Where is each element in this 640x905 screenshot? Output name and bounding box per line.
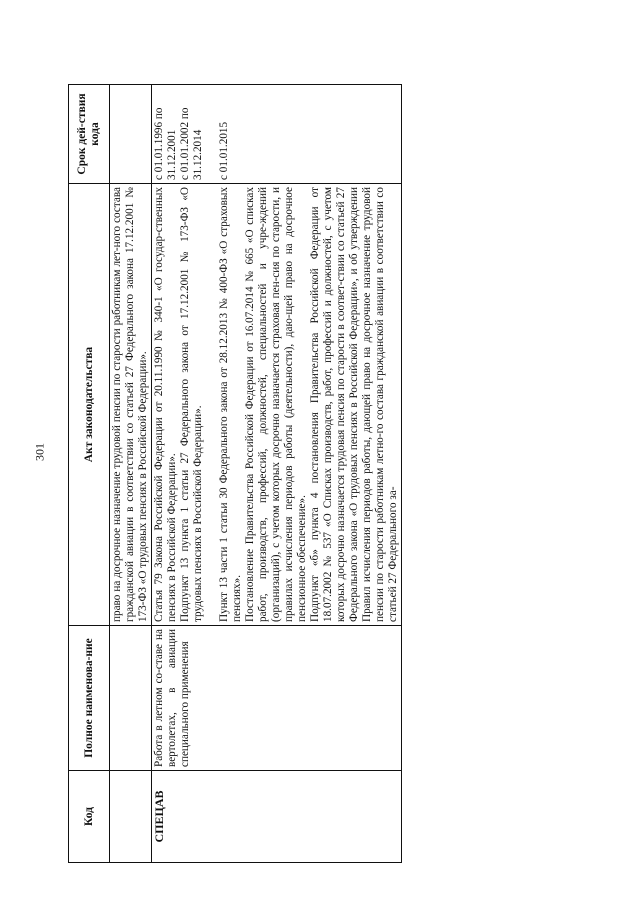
cell-empty (110, 85, 152, 184)
validity-entry: с 01.01.1996 по 31.12.2001 (153, 107, 178, 180)
page-number: 301 (32, 443, 47, 461)
rotated-page (68, 85, 601, 863)
header-full-name: Полное наименова-ние (69, 626, 110, 771)
cell-acts (152, 184, 402, 626)
header-act: Акт законодательства (69, 184, 110, 626)
act-paragraph: Постановление Правительства Российской Федерации от 16.07.2014 № 665 «О списках работ, производств, профессий, должностей, специальностей и учре-ждений (организаций), с учетом которых досрочно назначается страховая пен-сия по старости, и правилах исчисления периодов работы (деятельности), даю-щей право на досрочное пенсионное обеспечение». (244, 187, 308, 622)
act-gap (205, 187, 218, 622)
cell-code: СПЕЦАВ (152, 771, 402, 863)
act-paragraph: Пункт 13 части 1 статьи 30 Федерального закона от 28.12.2013 № 400-ФЗ «О страховых пенсиях». (218, 187, 243, 622)
cell-full-name: Работа в летном со-ставе на вертолетах, в авиации специального применения (152, 626, 402, 771)
cell-empty (110, 626, 152, 771)
header-row (69, 85, 110, 863)
validity-entry: с 01.01.2015 (218, 121, 230, 180)
cell-act: право на досрочное назначение трудовой пенсии по старости работникам лет-ного состава гражданской авиации в соответствии со статьей 27 Федерального закона 17.12.2001 № 173-ФЗ «О трудовых пенсиях в Российской Федерации». (110, 184, 152, 626)
validity-entry: с 01.01.2002 по 31.12.2014 (179, 107, 204, 180)
act-paragraph: Статья 79 Закона Российской Федерации от 20.11.1990 № 340-1 «О государ-ственных пенсиях в Российской Федерации». (153, 187, 178, 622)
table-row (152, 85, 402, 863)
cell-empty (110, 771, 152, 863)
table-row (110, 85, 152, 863)
act-paragraph: Подпункт «б» пункта 4 постановления Правительства Российской Федерации от 18.07.2002 № 537 «О Списках производств, работ, профессий и должностей, с учетом которых досрочно назначается трудовая пенсия по старости в соответ-ствии со статьей 27 Федерального закона «О трудовых пенсиях в Российской Федерации», и об утверждении Правил исчисления периодов работы, дающей право на досрочное назначение трудовой пенсии по старости работникам летно-го состава гражданской авиации в соответствии со статьей 27 Федерального за- (309, 187, 399, 622)
validity-gap (205, 88, 218, 180)
header-code: Код (69, 771, 110, 863)
cell-validity (152, 85, 402, 184)
header-validity: Срок дей-ствия кода (69, 85, 110, 184)
act-paragraph: Подпункт 13 пункта 1 статьи 27 Федерального закона от 17.12.2001 № 173-ФЗ «О трудовых пенсиях в Российской Федерации». (179, 187, 204, 622)
legislation-table (68, 84, 402, 863)
